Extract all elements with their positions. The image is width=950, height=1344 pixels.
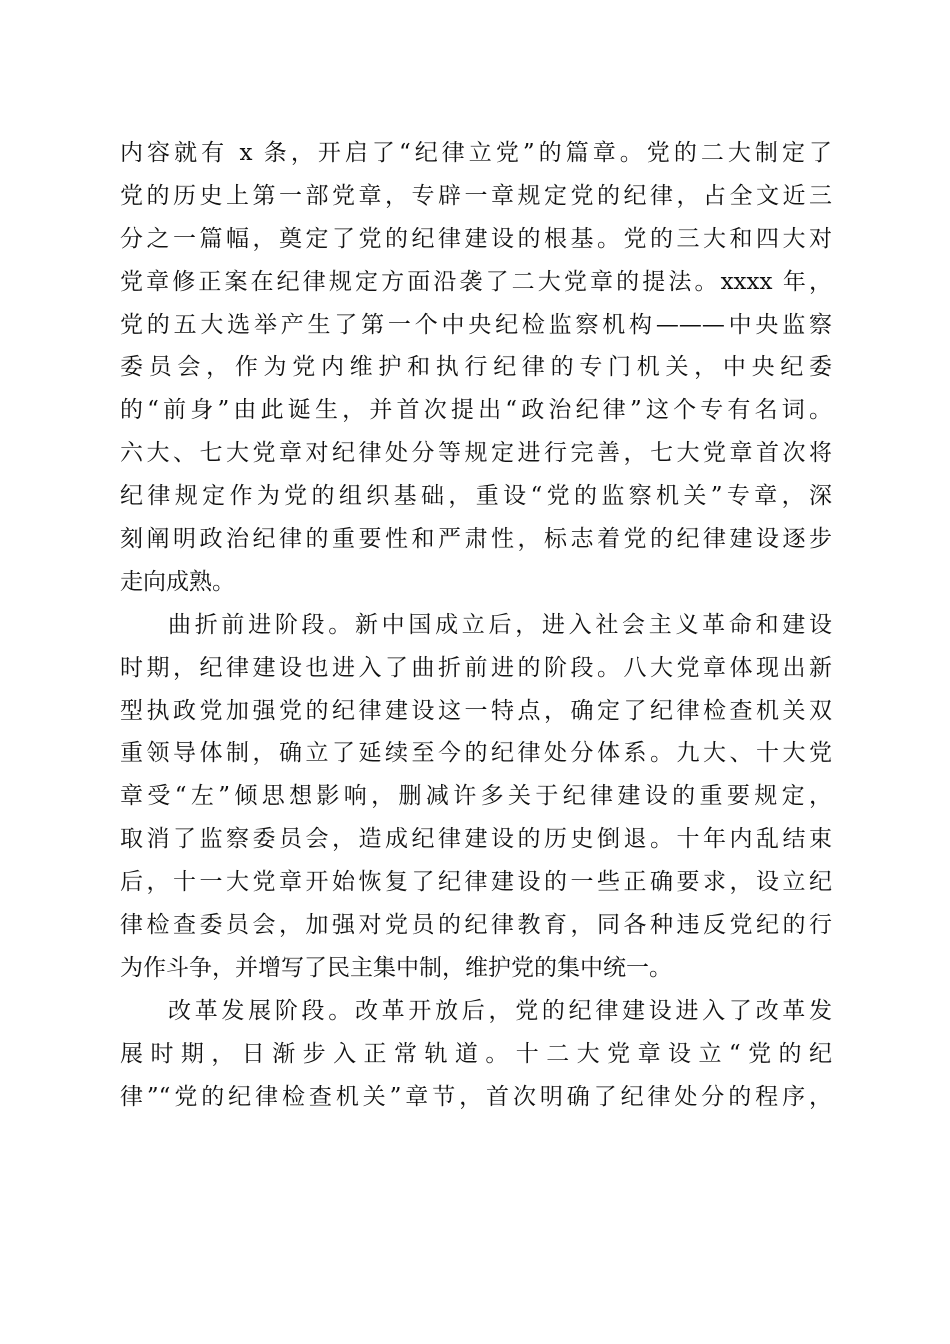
text-line-6: 委员会，作为党内维护和执行纪律的专门机关，中央纪委 (120, 354, 832, 381)
text-line-14: 型执政党加强党的纪律建设这一特点，确定了纪律检查机关双 (120, 697, 832, 724)
text-line-2: 党的历史上第一部党章，专辟一章规定党的纪律，占全文近三 (120, 182, 832, 209)
text-line-18: 后，十一大党章开始恢复了纪律建设的一些正确要求，设立纪 (120, 869, 832, 896)
text-line-1: 内容就有 x 条，开启了“纪律立党”的篇章。党的二大制定了 (120, 140, 832, 166)
body-text (120, 132, 832, 1118)
text-line-22: 展时期，日渐步入正常轨道。十二大党章设立“党的纪 (120, 1040, 832, 1067)
text-line-3: 分之一篇幅，奠定了党的纪律建设的根基。党的三大和四大对 (120, 225, 832, 252)
paragraph-start-line: 改革发展阶段。改革开放后，党的纪律建设进入了改革发 (168, 997, 832, 1024)
text-line-11: 走向成熟。 (120, 568, 235, 595)
text-line-5: 党的五大选举产生了第一个中央纪检监察机构———中央监察 (120, 311, 832, 338)
text-line-13: 时期，纪律建设也进入了曲折前进的阶段。八大党章体现出新 (120, 654, 832, 681)
text-line-7: 的“前身”由此诞生，并首次提出“政治纪律”这个专有名词。 (120, 397, 832, 424)
text-line-15: 重领导体制，确立了延续至今的纪律处分体系。九大、十大党 (120, 740, 832, 767)
text-line-20: 为作斗争，并增写了民主集中制，维护党的集中统一。 (120, 954, 672, 981)
text-line-4: 党章修正案在纪律规定方面沿袭了二大党章的提法。xxxx 年， (120, 268, 832, 295)
text-line-16: 章受“左”倾思想影响，删减许多关于纪律建设的重要规定， (120, 783, 832, 810)
text-line-8: 六大、七大党章对纪律处分等规定进行完善，七大党章首次将 (120, 440, 832, 467)
text-line-9: 纪律规定作为党的组织基础，重设“党的监察机关”专章，深 (120, 483, 832, 510)
text-line-23: 律”“党的纪律检查机关”章节，首次明确了纪律处分的程序， (120, 1083, 832, 1110)
text-line-19: 律检查委员会，加强对党员的纪律教育，同各种违反党纪的行 (120, 912, 832, 939)
paragraph-start-line: 曲折前进阶段。新中国成立后，进入社会主义革命和建设 (168, 611, 832, 638)
text-line-10: 刻阐明政治纪律的重要性和严肃性，标志着党的纪律建设逐步 (120, 526, 832, 553)
text-line-17: 取消了监察委员会，造成纪律建设的历史倒退。十年内乱结束 (120, 826, 832, 853)
